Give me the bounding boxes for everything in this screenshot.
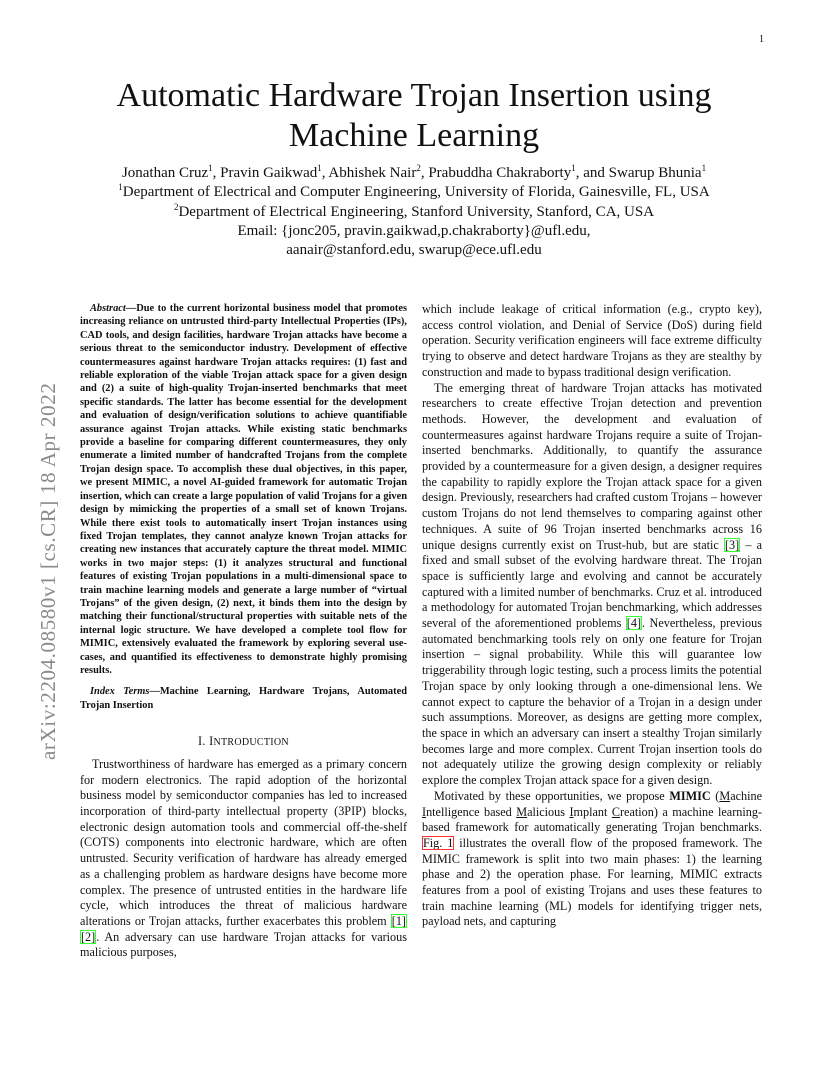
citation-link[interactable]: [4] — [626, 616, 642, 631]
affiliation-1 — [70, 183, 758, 202]
affiliation-text: Department of Electrical Engineering, Stanford University, Stanford, CA, USA — [178, 203, 655, 220]
section-initial: I — [209, 734, 214, 749]
body-text: . An adversary can use hardware Trojan attacks for various malicious purposes, — [80, 929, 407, 960]
author-name: Jonathan Cruz — [121, 165, 209, 181]
affiliation-text: Department of Electrical and Computer Engineering, University of Florida, Gainesville, FL, USA — [122, 184, 710, 201]
email-line-2: aanair@stanford.edu, swarup@ece.ufl.edu — [286, 242, 542, 259]
citation-link[interactable]: [3] — [724, 537, 740, 552]
abstract-label: Abstract — [90, 303, 126, 314]
section-heading-introduction — [80, 734, 407, 751]
author-name: Prabuddha Chakraborty — [428, 165, 572, 181]
affiliation-marker: 2 — [173, 201, 179, 212]
body-paragraph — [422, 789, 762, 930]
left-column — [80, 302, 407, 961]
body-text: Trustworthiness of hardware has emerged as a primary concern for modern electronics. The rapid adoption of the horizontal business model by semiconductor companies has led to increased incorporation of third-party intellectual property (3PIP) blocks, electronic design automation tools and commercial off-the-shelf (COTS) components into electronic hardware, which are often untrusted. Security verification of hardware has already emerged as a challenging problem as hardware designs have become more complex. The presence of untrusted entities in the hardware life cycle, which introduces the threat of malicious hardware alterations or Trojan attacks, further exacerbates this problem — [80, 756, 407, 928]
paper-title: Automatic Hardware Trojan Insertion using Machine Learning — [116, 77, 712, 154]
body-text: . Nevertheless, previous automated benchmarking tools rely on only one feature for Trojan insertion – signal probability. While this will guarantee low triggerability through logic testing, such a process limits the potential Trojan space by only looking through a one-dimensional lens. We cannot expect to capture the behavior of a Trojan in a design under such assumptions. Moreover, as designs are getting more complex, the space in which an adversary can insert a stealthy Trojan similarly becomes large and more complex. Current Trojan insertion tools do not adequately utilize the growing design complexity or reliably explore the complex Trojan attack space for a given design. — [422, 616, 762, 788]
body-text: alicious — [527, 804, 570, 819]
conjunction: and — [583, 165, 605, 181]
intro-paragraph — [80, 757, 407, 961]
section-number: I. — [198, 734, 210, 749]
body-text: ( — [710, 788, 720, 803]
body-text: The emerging threat of hardware Trojan attacks has motivated researchers to create effective Trojan detection and prevention methods. However, the development and evaluation of countermeasures against hardware Trojans require a suite of Trojan-inserted benchmarks. Additionally, to quantify the assurance provided by a countermeasure for a given design, a designer requires the capability to rapidly explore the Trojan attack space for a given design. Previously, researchers had crafted custom Trojans – however custom Trojans do not lend themselves to comparing against other techniques. A suite of 96 Trojan inserted benchmarks across 16 unique designs currently exist on Trust-hub, but are static — [422, 380, 762, 552]
index-terms-label: Index Terms — [90, 686, 150, 698]
section-title-rest: NTRODUCTION — [213, 737, 289, 749]
framework-name: MIMIC — [669, 788, 711, 803]
right-column — [422, 302, 762, 930]
affiliation-marker: 1 — [701, 163, 707, 173]
affiliation-marker: 1 — [317, 163, 322, 173]
affiliation-marker: 1 — [118, 182, 123, 193]
author-block — [70, 164, 758, 260]
arxiv-identifier: arXiv:2204.08580v1 [cs.CR] 18 Apr 2022 — [36, 382, 60, 760]
body-text: illustrates the overall flow of the proposed framework. The MIMIC framework is split into two main phases: 1) the learning phase and 2) the operation phase. For learning, MIMIC extracts features from a pool of existing Trojans and uses these features to train machine learning (ML) models for identifying trigger nets, payload nets, and capturing — [422, 835, 762, 929]
citation-link[interactable]: [2] — [81, 929, 96, 944]
figure-link[interactable]: Fig. 1 — [423, 835, 454, 850]
author-list: Jonathan Cruz$^1$, Pravin Gaikwad$^1$, Abhishek Nair$^2$, Prabuddha Chakraborty$^1$, and Swarup Bhunia$^1$ — [121, 163, 707, 181]
body-paragraph — [422, 381, 762, 789]
index-terms-text: —Machine Learning, Hardware Trojans, Automated Trojan Insertion — [80, 686, 407, 711]
citation-link[interactable]: [1] — [391, 913, 406, 928]
acronym-letter: I — [422, 804, 427, 819]
body-text: ) a machine learning-based framework for automatically generating Trojan benchmarks. — [422, 804, 762, 835]
acronym-letter: M — [516, 804, 528, 819]
affiliation-2 — [70, 203, 758, 222]
affiliation-marker: 1 — [571, 163, 576, 173]
email-line-1: Email: {jonc205, pravin.gaikwad,p.chakraborty}@ufl.edu, — [237, 222, 591, 239]
body-text: achine — [730, 788, 762, 803]
index-terms — [80, 685, 407, 712]
body-text: – a fixed and small subset of the evolving hardware threat. The Trojan space is sufficiently large and evolving and cannot be accurately captured with a limited number of benchmarks. Cruz et al. introduced a methodology for automated Trojan benchmarking, which addresses several of the aforementioned problems — [422, 537, 763, 631]
author-name: Swarup Bhunia — [608, 165, 702, 181]
affiliation-marker: 2 — [416, 163, 421, 173]
abstract — [80, 302, 407, 677]
acronym-letter: M — [719, 788, 731, 803]
body-text: mplant — [573, 804, 612, 819]
author-name: Pravin Gaikwad — [220, 165, 318, 181]
acronym-letter: C — [611, 804, 620, 819]
page-number: 1 — [759, 34, 764, 45]
author-name: Abhishek Nair — [328, 165, 417, 181]
body-text: reation — [619, 804, 654, 819]
body-text: ntelligence based — [426, 804, 517, 819]
abstract-text: —Due to the current horizontal business model that promotes increasing reliance on untrusted third-party Intellectual Properties (IPs), CAD tools, and design facilities, hardware Trojan attacks have become a serious threat to the semiconductor industry. Development of effective countermeasures against hardware Trojan attacks requires: (1) fast and reliable exploration of the viable Trojan attack space for a given design and (2) a suite of high-quality Trojan-inserted benchmarks that meet specific standards. The latter has become essential for the development and evaluation of design/verification solutions to achieve quantifiable assurance against Trojan attacks. While existing static benchmarks provide a baseline for comparing different countermeasures, they only enumerate a limited number of handcrafted Trojans from the complete Trojan design space. To accomplish these dual objectives, in this paper, we present MIMIC, a novel AI-guided framework for automatic Trojan insertion, which can create a large population of valid Trojans for a given design by mimicking the properties of a small set of known Trojans. While there exist tools to automatically insert Trojan instances using fixed Trojan templates, they cannot analyze known Trojan attacks for creating new instances that accurately capture the threat model. MIMIC works in two major steps: (1) it analyzes structural and functional features of existing Trojan populations in a multi-dimensional space to train machine learning models and generate a large number of “virtual Trojans” of the given design, (2) next, it binds them into the design by matching their functional/structural properties with suitable nets of the internal logic structure. We have developed a complete tool flow for MIMIC, extensively evaluated the framework by exploring several use-cases, and quantified its effectiveness to demonstrate highly promising results. — [80, 303, 407, 676]
acronym-letter: I — [569, 804, 574, 819]
affiliation-marker: 1 — [208, 163, 213, 173]
body-text: Motivated by these opportunities, we propose — [434, 788, 670, 803]
body-paragraph: which include leakage of critical information (e.g., crypto key), access control violation, and Denial of Service (DoS) during field operation. Security verification engineers will face extreme difficulty trying to observe and detect hardware Trojans as they are stealthy by construction and made to bypass traditional design verification. — [422, 302, 762, 379]
